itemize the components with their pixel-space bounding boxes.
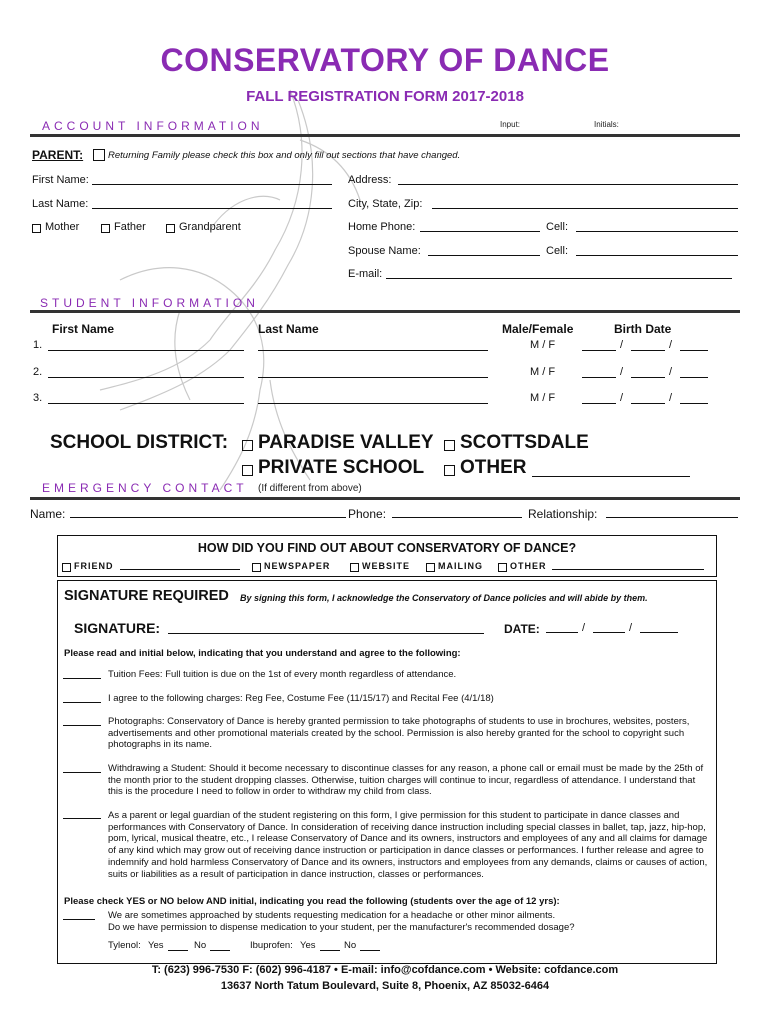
yesno-instructions: Please check YES or NO below AND initial, indicating you read the following (students over the age of 12 yrs): [64,896,560,907]
date-slash: / [620,392,624,404]
col-first-name: First Name [52,322,115,336]
emergency-name-field[interactable] [70,506,346,518]
emergency-phone-field[interactable] [392,506,522,518]
email-label: E-mail: [348,268,383,280]
parent-label: PARENT: [32,148,84,162]
initial-field[interactable] [63,702,101,703]
other-district-label: OTHER [460,457,527,478]
friend-checkbox[interactable] [62,563,71,572]
policy-tuition: Tuition Fees: Full tuition is due on the 1st of every month regardless of attendance. [108,669,457,680]
first-name-label: First Name: [32,174,89,186]
initial-field[interactable] [63,678,101,679]
medication-question-1: We are sometimes approached by students requesting medication for a headache or other minor ailments. [108,910,556,921]
initial-field[interactable] [63,818,101,819]
referral-question: HOW DID YOU FIND OUT ABOUT CONSERVATORY OF DANCE? [197,541,577,555]
city-state-zip-field[interactable] [432,197,738,209]
student-row-number: 3. [33,392,43,404]
private-school-checkbox[interactable] [242,465,253,476]
grandparent-checkbox[interactable] [166,224,175,233]
signature-required-heading: SIGNATURE REQUIRED [64,588,229,604]
initial-field[interactable] [63,725,101,726]
city-state-zip-label: City, State, Zip: [348,198,423,210]
mailing-label: MAILING [438,561,483,571]
returning-note: Returning Family please check this box and only fill out sections that have changed. [108,150,461,161]
page-title: CONSERVATORY OF DANCE [160,42,610,78]
initial-field[interactable] [63,772,101,773]
spouse-name-label: Spouse Name: [348,245,421,257]
home-phone-field[interactable] [420,220,540,232]
tylenol-yes-label: Yes [148,940,164,951]
cell-label: Cell: [546,221,569,233]
initials-label: Initials: [594,120,619,129]
spouse-cell-field[interactable] [576,244,738,256]
newspaper-checkbox[interactable] [252,563,261,572]
section-divider [30,310,740,313]
birth-month-field[interactable] [582,339,616,351]
scottsdale-label: SCOTTSDALE [460,432,589,453]
student-last-name-field[interactable] [258,339,488,351]
form-subtitle: FALL REGISTRATION FORM 2017-2018 [246,88,524,105]
col-gender: Male/Female [502,322,574,336]
date-slash: / [582,622,586,634]
sign-month-field[interactable] [546,621,578,633]
private-school-label: PRIVATE SCHOOL [258,457,425,478]
date-slash: / [669,339,673,351]
signature-field[interactable] [168,620,484,634]
paradise-valley-checkbox[interactable] [242,440,253,451]
school-district-label: SCHOOL DISTRICT: [50,432,229,453]
sign-day-field[interactable] [593,621,625,633]
emergency-phone-label: Phone: [348,507,387,521]
student-gender[interactable]: M / F [530,339,556,351]
section-divider [30,497,740,500]
date-slash: / [620,339,624,351]
ibuprofen-label: Ibuprofen: [250,940,293,951]
birth-year-field[interactable] [680,392,708,404]
scottsdale-checkbox[interactable] [444,440,455,451]
other-referral-field[interactable] [552,560,704,570]
section-divider [30,134,740,137]
date-slash: / [629,622,633,634]
student-gender[interactable]: M / F [530,392,556,404]
other-district-checkbox[interactable] [444,465,455,476]
student-last-name-field[interactable] [258,366,488,378]
mailing-checkbox[interactable] [426,563,435,572]
address-field[interactable] [398,173,738,185]
policy-charges: I agree to the following charges: Reg Fee, Costume Fee (11/15/17) and Recital Fee (4/1/18) [108,693,494,704]
birth-day-field[interactable] [631,392,665,404]
footer-contact: T: (623) 996-7530 F: (602) 996-4187 • E-mail: info@cofdance.com • Website: cofdance.com [151,964,619,976]
relationship-label: Relationship: [528,507,598,521]
medication-question-2: Do we have permission to dispense medication to your student, per the manufacturer's recommended dosage? [108,922,575,933]
ibuprofen-yes-label: Yes [300,940,316,951]
emergency-heading: EMERGENCY CONTACT [42,481,248,495]
mother-label: Mother [45,221,80,233]
account-heading: ACCOUNT INFORMATION [42,119,264,133]
birth-year-field[interactable] [680,366,708,378]
grandparent-label: Grandparent [179,221,241,233]
policy-withdrawing: Withdrawing a Student: Should it become necessary to discontinue classes for any reason, a phone call or email must be made by the 25th of the month prior to the student dropping classes. Otherwise, tuition charges will continue to incur, regardless of attendance. I understand that this is the procedure I need to follow in order to withdraw my child from class. [108,763,704,798]
birth-month-field[interactable] [582,392,616,404]
student-first-name-field[interactable] [48,339,244,351]
birth-day-field[interactable] [631,366,665,378]
student-row-number: 2. [33,366,43,378]
email-field[interactable] [386,267,732,279]
emergency-name-label: Name: [30,507,66,521]
birth-month-field[interactable] [582,366,616,378]
friend-label: FRIEND [74,561,114,571]
initial-instructions: Please read and initial below, indicating that you understand and agree to the following: [64,648,461,659]
ibuprofen-no-field[interactable] [360,939,380,951]
spouse-cell-label: Cell: [546,245,569,257]
col-last-name: Last Name [258,322,319,336]
signature-label: SIGNATURE: [74,620,161,636]
paradise-valley-label: PARADISE VALLEY [258,432,434,453]
other-district-field[interactable] [532,461,690,477]
sign-year-field[interactable] [640,621,678,633]
date-slash: / [620,366,624,378]
other-referral-checkbox[interactable] [498,563,507,572]
student-first-name-field[interactable] [48,366,244,378]
policy-photographs: Photographs: Conservatory of Dance is hereby granted permission to take photographs of students to use in brochures, websites, posters, advertisements and other promotional materials created by the school. Permission is also hereby granted for the school to copyright such photographs in its name. [108,716,690,751]
date-label: DATE: [504,622,540,636]
website-label: WEBSITE [362,561,411,571]
first-name-field[interactable] [92,173,332,185]
policy-release: As a parent or legal guardian of the student registering on this form, I give permission for this student to participate in dance classes and performances with Conservatory of Dance. In consideration of receiving dance instruction including special classes in ballet, tap, jazz, hip-hop, pom, lyrical, musical theatre, etc., I release Conservatory of Dance and its owners, instructors and employees of any and all claims for damage of any kind which may grow out of receiving dance instruction or participation in dance classes or performances. I further release and agree to indemnify and hold harmless Conservatory of Dance and its owners, instructors and employees from any demands, claims or causes of action, suits or liabilities as a result of participation in dance instruction, classes or performances. [108,810,708,880]
newspaper-label: NEWSPAPER [264,561,331,571]
spouse-name-field[interactable] [428,244,540,256]
home-phone-label: Home Phone: [348,221,416,233]
last-name-label: Last Name: [32,198,89,210]
signature-ack: By signing this form, I acknowledge the Conservatory of Dance policies and will abide by them. [240,593,648,603]
student-gender[interactable]: M / F [530,366,556,378]
footer-address: 13637 North Tatum Boulevard, Suite 8, Phoenix, AZ 85032-6464 [220,980,550,992]
tylenol-no-label: No [194,940,207,951]
student-first-name-field[interactable] [48,392,244,404]
friend-name-field[interactable] [120,560,240,570]
tylenol-yes-field[interactable] [168,939,188,951]
birth-year-field[interactable] [680,339,708,351]
father-checkbox[interactable] [101,224,110,233]
other-referral-label: OTHER [510,561,547,571]
student-heading: STUDENT INFORMATION [40,296,259,310]
student-row-number: 1. [33,339,43,351]
emergency-note: (If different from above) [258,483,362,494]
relationship-field[interactable] [606,506,738,518]
tylenol-no-field[interactable] [210,939,230,951]
mother-checkbox[interactable] [32,224,41,233]
medication-initial-field[interactable] [63,919,95,920]
student-last-name-field[interactable] [258,392,488,404]
birth-day-field[interactable] [631,339,665,351]
ibuprofen-no-label: No [344,940,357,951]
last-name-field[interactable] [92,197,332,209]
father-label: Father [114,221,146,233]
input-label: Input: [500,120,521,129]
ibuprofen-yes-field[interactable] [320,939,340,951]
website-checkbox[interactable] [350,563,359,572]
cell-field[interactable] [576,220,738,232]
returning-family-checkbox[interactable] [93,149,105,161]
date-slash: / [669,392,673,404]
date-slash: / [669,366,673,378]
address-label: Address: [348,174,392,186]
col-birth-date: Birth Date [614,322,672,336]
tylenol-label: Tylenol: [108,940,141,951]
